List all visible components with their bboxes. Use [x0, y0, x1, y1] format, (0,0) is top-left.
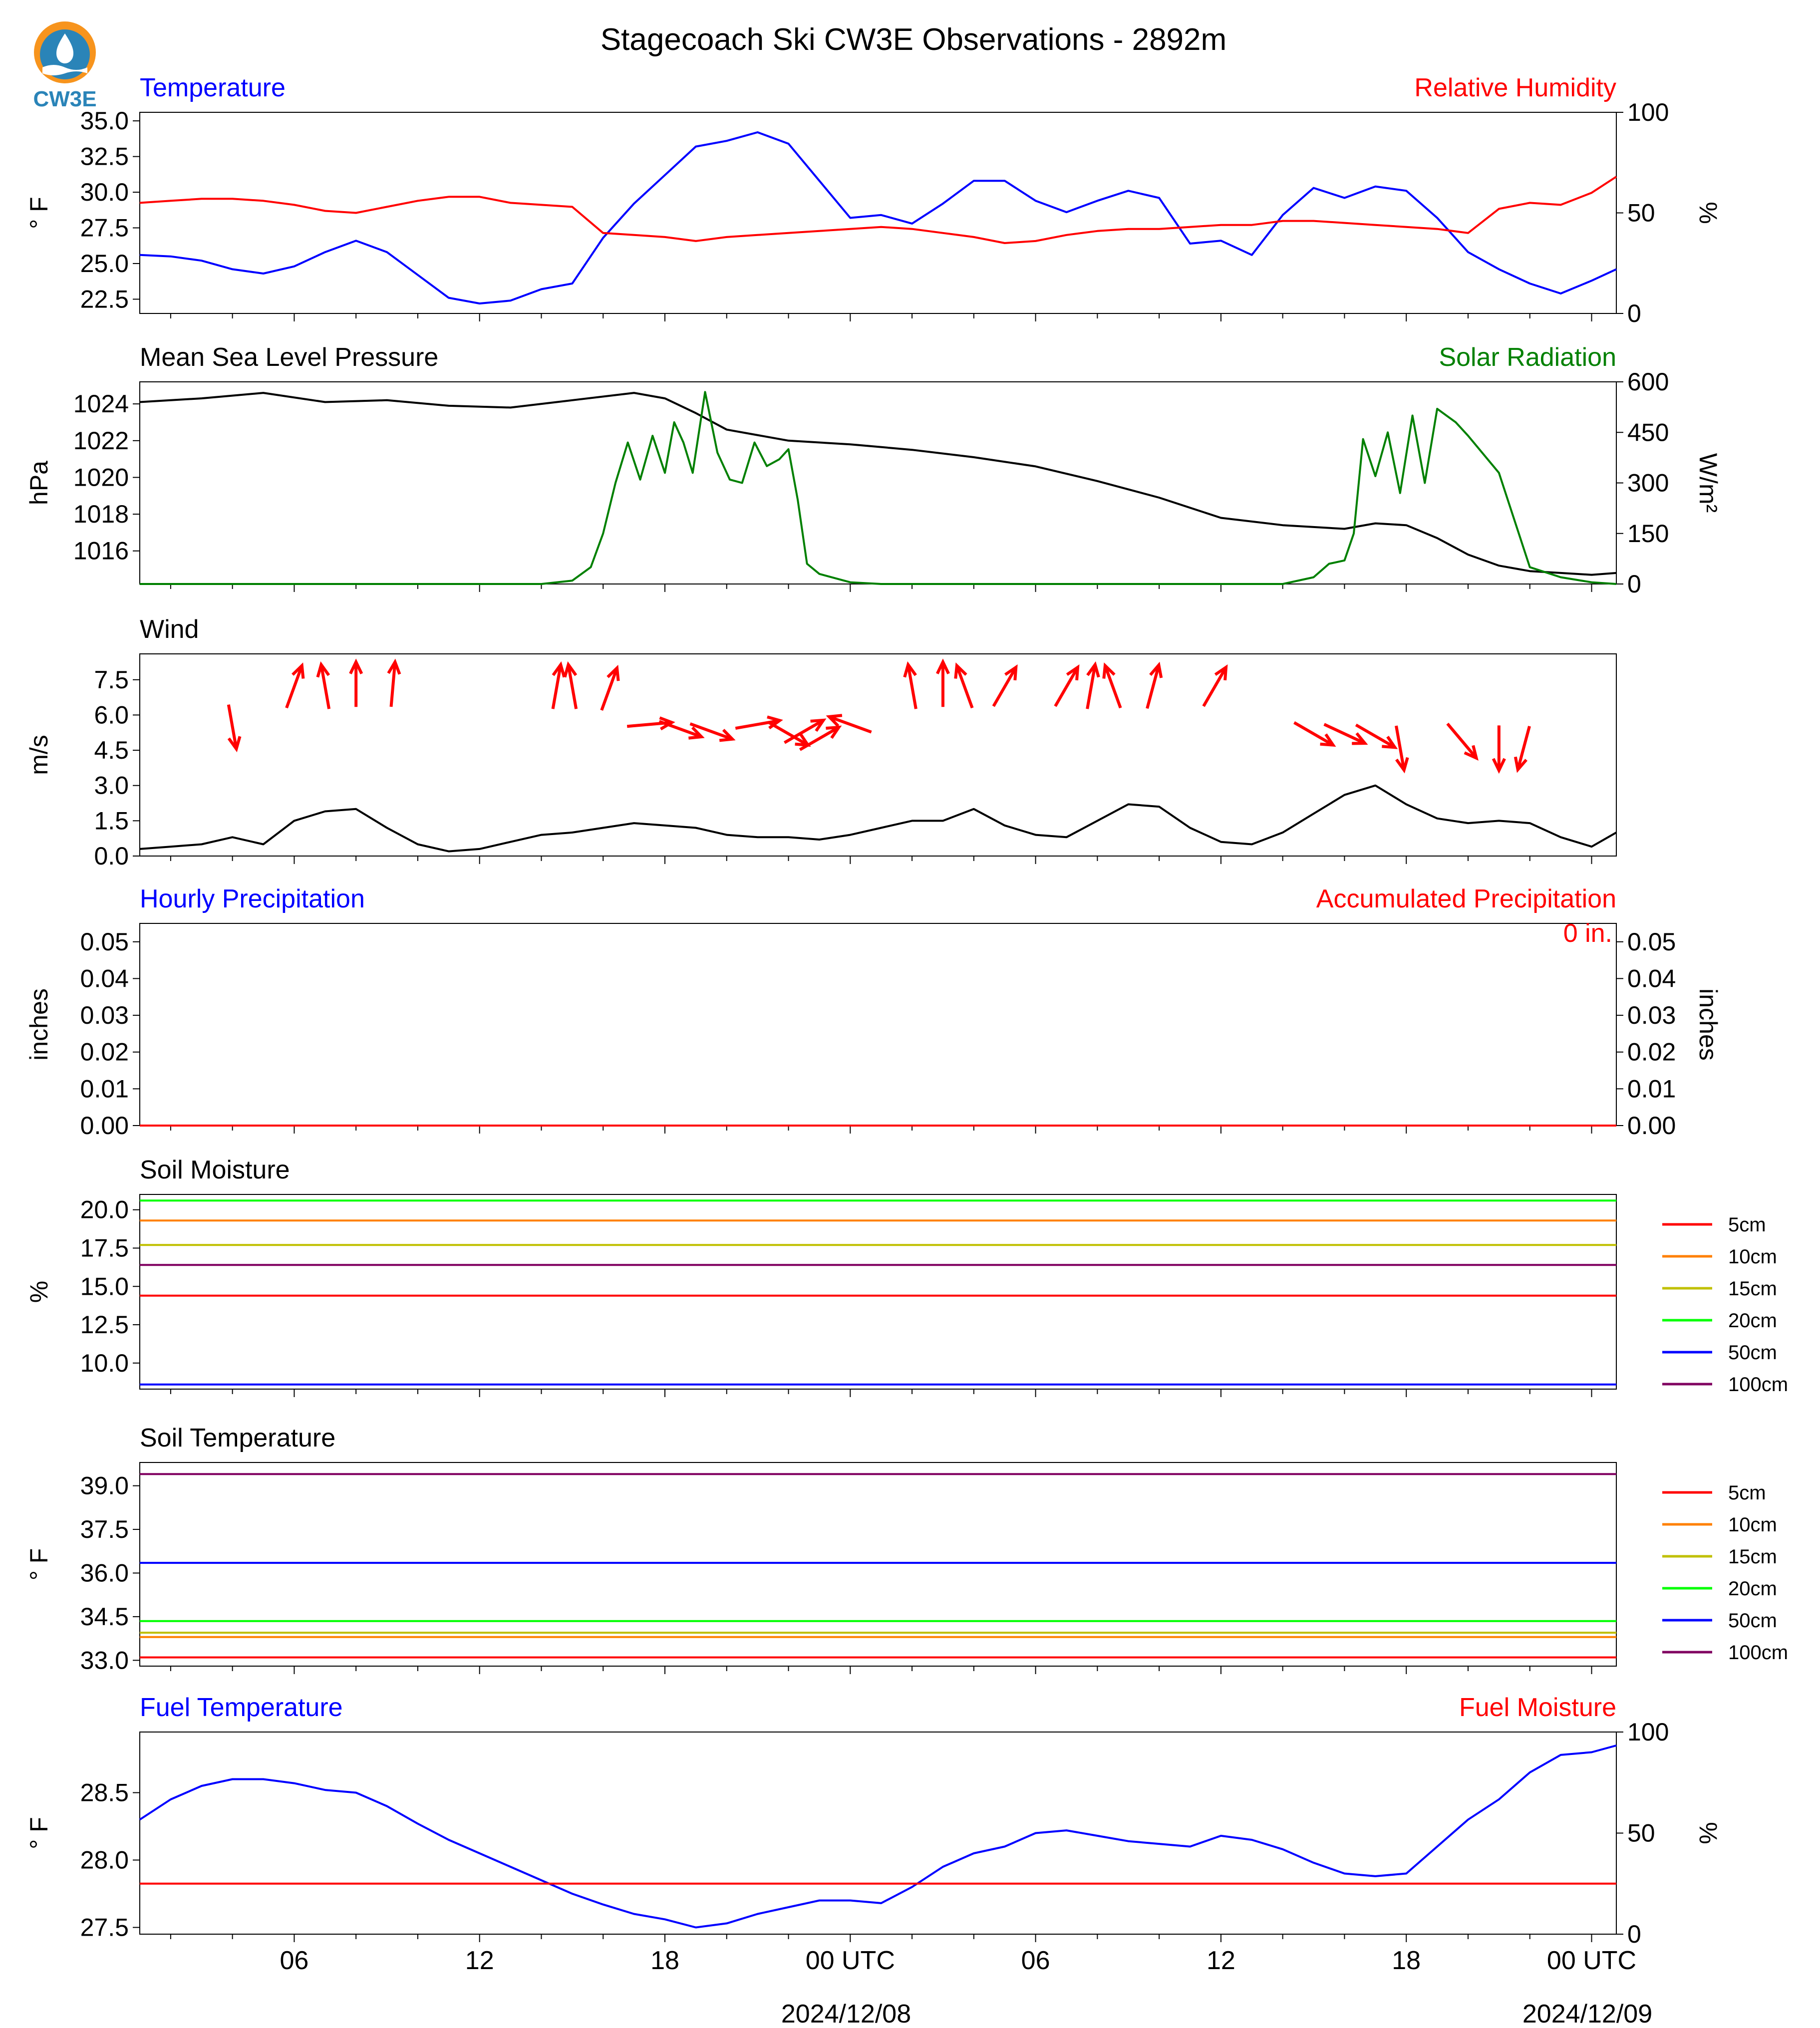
legend-label: 15cm [1728, 1546, 1777, 1568]
y-tick-label: 33.0 [80, 1646, 129, 1675]
y-axis-label: ° F [25, 1817, 53, 1849]
wind-arrow [287, 666, 303, 708]
wind-arrow [1396, 726, 1408, 770]
legend-label: 10cm [1728, 1246, 1777, 1268]
y-tick-label: 17.5 [80, 1234, 129, 1262]
x-tick-label: 06 [1021, 1946, 1050, 1975]
chart-panel-5 [25, 1156, 1788, 1397]
wind-arrow [388, 662, 400, 707]
panel-title-right: Fuel Moisture [1459, 1693, 1616, 1722]
panel-title-left: Soil Temperature [140, 1424, 336, 1452]
legend-label: 5cm [1728, 1482, 1766, 1504]
wind-arrow [565, 665, 576, 709]
legend-label: 20cm [1728, 1310, 1777, 1332]
y-tick-label: 0.01 [80, 1075, 129, 1103]
chart-panel-7 [25, 1693, 1722, 1948]
wind-arrow [955, 666, 972, 708]
legend-label: 50cm [1728, 1610, 1777, 1632]
plot-frame [140, 1462, 1616, 1666]
legend-label: 100cm [1728, 1642, 1789, 1664]
y-tick-label: 0.03 [80, 1001, 129, 1030]
wind-arrow [1104, 666, 1120, 708]
y-tick-label: 1020 [73, 463, 129, 492]
y-right-tick-label: 0 [1627, 570, 1641, 598]
series-line-2 [140, 392, 1616, 584]
y-tick-label: 27.5 [80, 1913, 129, 1942]
y-axis-label: % [25, 1280, 53, 1303]
y-tick-label: 0.04 [80, 964, 129, 993]
plot-frame [140, 654, 1616, 856]
y-right-axis-label: % [1694, 1822, 1722, 1844]
y-right-tick-label: 150 [1627, 519, 1669, 548]
wind-arrow-shaft [1448, 724, 1477, 758]
y-right-tick-label: 0.04 [1627, 964, 1676, 993]
x-tick-label: 12 [465, 1946, 494, 1975]
y-tick-label: 30.0 [80, 178, 129, 207]
legend-label: 15cm [1728, 1278, 1777, 1300]
series-line-1 [140, 1745, 1616, 1928]
plot-frame [140, 382, 1616, 584]
wind-arrow [993, 667, 1016, 706]
y-tick-label: 1.5 [94, 807, 129, 835]
y-right-tick-label: 100 [1627, 1718, 1669, 1746]
y-tick-label: 28.0 [80, 1846, 129, 1874]
y-right-tick-label: 0.05 [1627, 927, 1676, 956]
wind-arrow [553, 665, 565, 709]
y-tick-label: 27.5 [80, 214, 129, 242]
y-tick-label: 6.0 [94, 701, 129, 729]
y-tick-label: 0.00 [80, 1112, 129, 1140]
panel-title-left: Hourly Precipitation [140, 884, 365, 913]
chart-panel-6 [25, 1424, 1788, 1674]
wind-arrow [1494, 725, 1505, 770]
x-tick-label: 18 [650, 1946, 679, 1975]
legend-label: 50cm [1728, 1342, 1777, 1364]
x-tick-label: 00 UTC [805, 1946, 895, 1975]
y-tick-label: 0.02 [80, 1038, 129, 1066]
chart-panel-3 [25, 615, 1616, 870]
y-right-axis-label: inches [1694, 988, 1722, 1061]
precip-annotation: 0 in. [1563, 918, 1612, 948]
wind-arrow [317, 665, 329, 709]
wind-arrow [1147, 665, 1161, 708]
y-tick-label: 1024 [73, 390, 129, 418]
y-tick-label: 25.0 [80, 249, 129, 278]
y-right-tick-label: 50 [1627, 1819, 1655, 1847]
chart-panel-2 [25, 343, 1722, 598]
y-right-tick-label: 0.02 [1627, 1038, 1676, 1066]
panel-title-left: Soil Moisture [140, 1156, 290, 1184]
panel-title-left: Fuel Temperature [140, 1693, 343, 1722]
legend-label: 100cm [1728, 1374, 1789, 1396]
wind-arrow [905, 665, 916, 709]
y-right-tick-label: 0.00 [1627, 1112, 1676, 1140]
y-axis-label: hPa [25, 461, 53, 505]
y-tick-label: 36.0 [80, 1559, 129, 1587]
y-tick-label: 15.0 [80, 1272, 129, 1301]
series-line-2 [140, 177, 1616, 243]
y-axis-label: inches [25, 988, 53, 1061]
wind-arrow [1448, 724, 1477, 758]
page-title: Stagecoach Ski CW3E Observations - 2892m [600, 22, 1227, 57]
y-tick-label: 34.5 [80, 1602, 129, 1631]
panel-title-left: Temperature [140, 73, 286, 102]
y-tick-label: 32.5 [80, 142, 129, 171]
series-line-1 [140, 393, 1616, 575]
panel-title-right: Solar Radiation [1439, 343, 1616, 372]
y-tick-label: 1016 [73, 537, 129, 565]
legend-label: 10cm [1728, 1514, 1777, 1536]
y-tick-label: 7.5 [94, 665, 129, 694]
panels [25, 73, 1788, 1948]
y-axis-label: ° F [25, 1548, 53, 1581]
wind-arrow [937, 662, 949, 707]
wind-arrow [602, 668, 618, 710]
y-right-axis-label: % [1694, 202, 1722, 224]
y-tick-label: 28.5 [80, 1778, 129, 1807]
x-date-label-2: 2024/12/09 [1522, 2000, 1653, 2028]
series-line-1 [140, 132, 1616, 303]
x-axis-labels [280, 1946, 1652, 2028]
wind-arrow [229, 705, 240, 749]
y-tick-label: 37.5 [80, 1515, 129, 1544]
y-tick-label: 35.0 [80, 107, 129, 135]
legend-label: 20cm [1728, 1578, 1777, 1600]
y-right-tick-label: 100 [1627, 98, 1669, 126]
wind-arrow [1087, 665, 1099, 709]
y-tick-label: 3.0 [94, 771, 129, 800]
logo-text: CW3E [33, 87, 97, 111]
y-right-tick-label: 0.03 [1627, 1001, 1676, 1030]
y-tick-label: 39.0 [80, 1471, 129, 1500]
plot-frame [140, 1194, 1616, 1389]
y-tick-label: 4.5 [94, 736, 129, 765]
y-right-tick-label: 450 [1627, 418, 1669, 447]
x-tick-label: 18 [1392, 1946, 1421, 1975]
x-tick-label: 12 [1206, 1946, 1235, 1975]
wind-arrow [659, 721, 702, 738]
x-tick-label: 06 [280, 1946, 309, 1975]
y-right-axis-label: W/m² [1694, 453, 1722, 513]
y-right-tick-label: 600 [1627, 368, 1669, 396]
y-tick-label: 12.5 [80, 1311, 129, 1339]
wind-arrow [350, 662, 362, 707]
y-tick-label: 22.5 [80, 285, 129, 313]
wind-arrow [1204, 667, 1226, 706]
wind-arrow [1516, 726, 1529, 770]
x-tick-label: 00 UTC [1546, 1946, 1637, 1975]
y-tick-label: 0.0 [94, 842, 129, 870]
y-tick-label: 1022 [73, 426, 129, 455]
y-tick-label: 10.0 [80, 1349, 129, 1377]
series-line-1 [140, 786, 1616, 852]
y-right-tick-label: 50 [1627, 199, 1655, 227]
chart-panel-4 [25, 884, 1722, 1140]
y-tick-label: 1018 [73, 500, 129, 529]
legend-label: 5cm [1728, 1214, 1766, 1236]
y-right-tick-label: 0 [1627, 1920, 1641, 1948]
y-axis-label: m/s [25, 735, 53, 775]
y-tick-label: 20.0 [80, 1195, 129, 1224]
plot-frame [140, 923, 1616, 1126]
plot-frame [140, 112, 1616, 313]
panel-title-right: Accumulated Precipitation [1316, 884, 1616, 913]
y-right-tick-label: 0.01 [1627, 1075, 1676, 1103]
y-tick-label: 0.05 [80, 927, 129, 956]
y-axis-label: ° F [25, 197, 53, 229]
panel-title-left: Mean Sea Level Pressure [140, 343, 439, 372]
y-right-tick-label: 0 [1627, 299, 1641, 327]
wind-arrow [1055, 667, 1078, 706]
y-right-tick-label: 300 [1627, 469, 1669, 497]
panel-title-right: Relative Humidity [1414, 73, 1616, 102]
chart-panel-1 [25, 73, 1722, 327]
panel-title-left: Wind [140, 615, 199, 644]
x-date-label-1: 2024/12/08 [781, 2000, 911, 2028]
